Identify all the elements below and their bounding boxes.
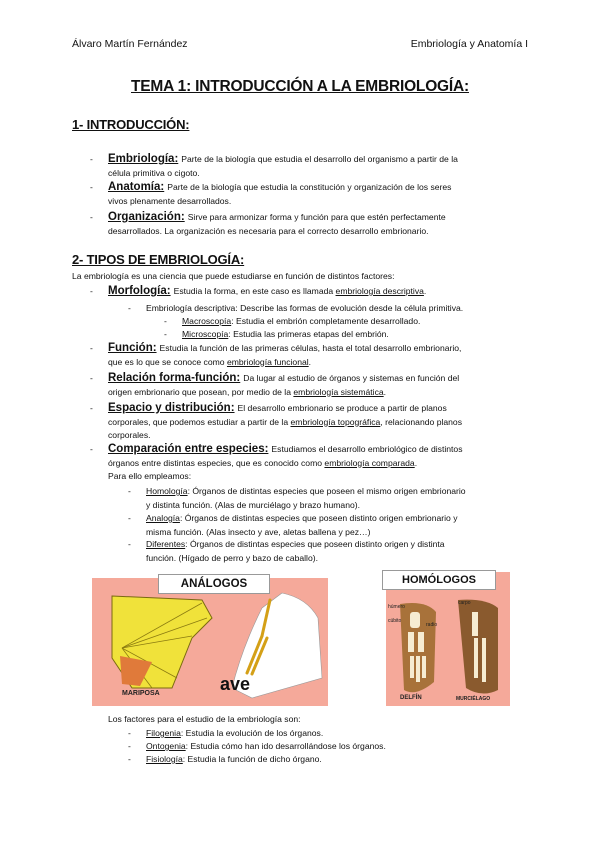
item-funcion: - Función: Estudia la función de las primeras células, hasta el total desarrollo embrionario, que es lo que se conoce como embriología funcional. — [90, 342, 462, 367]
factors-intro: Los factores para el estudio de la embriología son: — [108, 714, 301, 724]
item-organizacion: - Organización: Sirve para armonizar forma y función para que estén perfectamente desarrollados. La organización es necesaria para el correcto desarrollo embrionario. — [90, 211, 446, 236]
wing-illustration — [92, 578, 328, 706]
item-descriptiva: - Embriología descriptiva: Describe las formas de evolución desde la célula primitiva. — [128, 303, 464, 313]
page-title: TEMA 1: INTRODUCCIÓN A LA EMBRIOLOGÍA: — [131, 78, 469, 95]
analogos-label: ANÁLOGOS — [158, 574, 270, 594]
item-relacion: - Relación forma-función: Da lugar al estudio de órganos y sistemas en función del origen embrionario que posean, por medio de la embriología sistemática. — [90, 372, 460, 397]
item-espacio: - Espacio y distribución: El desarrollo embrionario se produce a partir de planos corporales, que podemos estudiar a partir de la embriología topográfica, relacionando planos corporales. — [90, 402, 463, 440]
ave-label: ave — [220, 674, 251, 694]
delfin-label: DELFÍN — [400, 695, 422, 701]
factor-ontogenia: - Ontogenia: Estudia cómo han ido desarrollándose los órganos. — [128, 741, 386, 751]
limb-illustration — [386, 572, 510, 706]
mariposa-label: MARIPOSA — [122, 690, 160, 697]
header-course: Embriología y Anatomía I — [410, 38, 528, 50]
item-macroscopia: - Macroscopía: Estudia el embrión completamente desarrollado. — [164, 316, 421, 326]
humero-label: húmero — [388, 604, 405, 610]
homologos-label: HOMÓLOGOS — [382, 570, 496, 590]
section-2-intro: La embriología es una ciencia que puede estudiarse en función de distintos factores: — [72, 271, 395, 281]
item-morfologia: - Morfología: Estudia la forma, en este caso es llamada embriología descriptiva. — [90, 285, 427, 297]
item-comparacion: - Comparación entre especies: Estudiamos el desarrollo embriológico de distintos órganos entre distintas especies, que es conocido como embriología comparada. Para ello empleamos: — [90, 443, 463, 481]
radio-label: radio — [426, 622, 438, 628]
header-author: Álvaro Martín Fernández — [72, 38, 188, 50]
factor-fisiologia: - Fisiología: Estudia la función de dicho órgano. — [128, 754, 322, 764]
murcielago-label: MURCIÉLAGO — [456, 696, 491, 702]
section-2-heading: 2- TIPOS DE EMBRIOLOGÍA: — [72, 252, 245, 267]
factor-filogenia: - Filogenia: Estudia la evolución de los órganos. — [128, 728, 324, 738]
carpo-label: carpo — [458, 600, 471, 606]
item-embriologia: - Embriología: Parte de la biología que estudia el desarrollo del organismo a partir de la célula primitiva o cigoto. — [90, 153, 458, 178]
cubito-label: cúbito — [388, 618, 402, 624]
item-microscopia: - Microscopía: Estudia las primeras etapas del embrión. — [164, 329, 389, 339]
item-homologia: - Homología: Órganos de distintas especies que poseen el mismo origen embrionario y distinta función. (Alas de murciélago y brazo humano). — [128, 486, 466, 510]
item-diferentes: - Diferentes: Órganos de distintas especies que poseen distinto origen y distinta función. (Hígado de perro y bazo de caballo). — [128, 539, 445, 563]
analogos-figure — [92, 578, 328, 706]
section-1-heading: 1- INTRODUCCIÓN: — [72, 117, 190, 132]
term: Embriología: — [108, 153, 179, 165]
item-anatomia: - Anatomía: Parte de la biología que estudia la constitución y organización de los seres vivos plenamente desarrollados. — [90, 181, 452, 206]
item-analogia: - Analogía: Órganos de distintas especies que poseen distinto origen embrionario y misma función. (Alas insecto y ave, aletas ballena y pez…) — [128, 513, 458, 537]
homologos-figure — [386, 572, 510, 706]
